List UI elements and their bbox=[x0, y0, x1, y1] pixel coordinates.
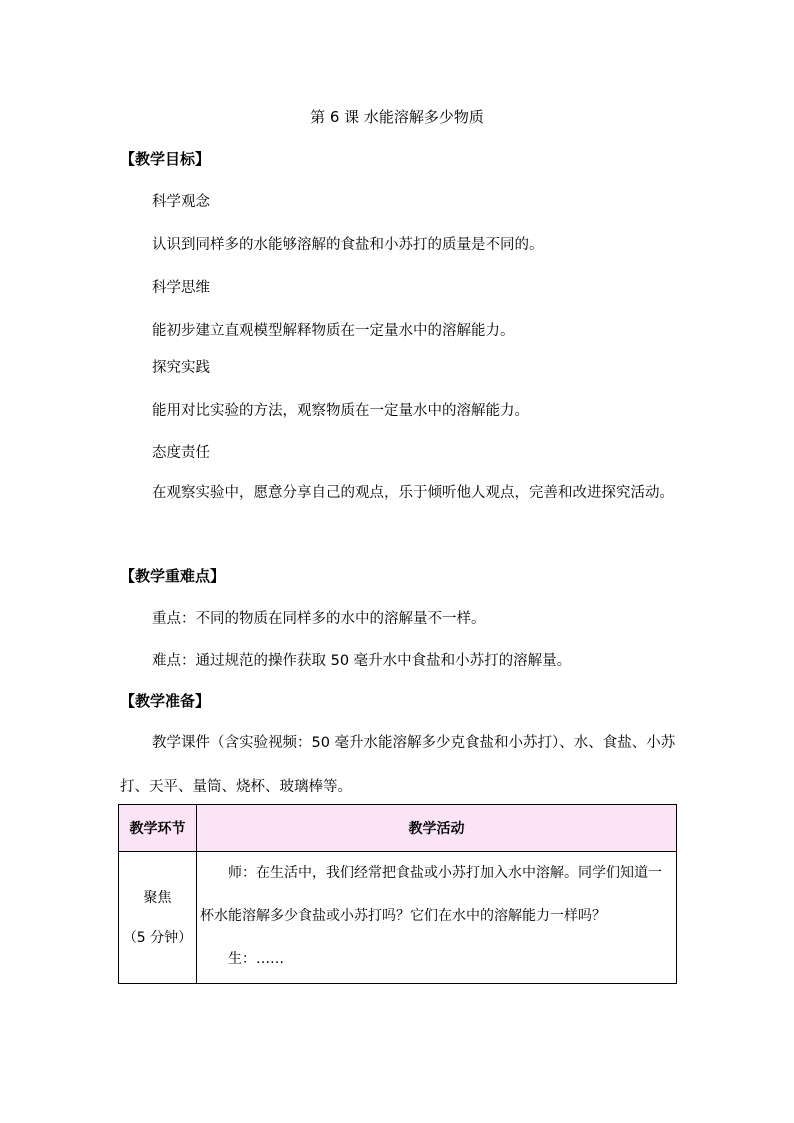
table-header-row bbox=[119, 805, 677, 852]
stage-name: 聚焦 bbox=[143, 889, 172, 906]
stage-time: （5 分钟） bbox=[122, 929, 193, 946]
activity-cell bbox=[197, 852, 677, 984]
teacher-text: 师：在生活中，我们经常把食盐或小苏打加入水中溶解。同学们知道一杯水能溶解多少食盐或小苏打吗？它们在水中的溶解能力一样吗？ bbox=[200, 865, 662, 924]
science-thinking-text: 能初步建立直观模型解释物质在一定量水中的溶解能力。 bbox=[152, 323, 515, 339]
science-concept-text: 认识到同样多的水能够溶解的食盐和小苏打的质量是不同的。 bbox=[152, 237, 544, 253]
science-thinking-label: 科学思维 bbox=[152, 280, 210, 296]
table-row bbox=[119, 852, 677, 984]
objectives-heading: 【教学目标】 bbox=[120, 150, 211, 168]
difficult-point-text: 难点：通过规范的操作获取 50 毫升水中食盐和小苏打的溶解量。 bbox=[152, 653, 572, 669]
student-text: 生：…… bbox=[228, 951, 284, 967]
attitude-label: 态度责任 bbox=[152, 445, 210, 461]
key-points-heading: 【教学重难点】 bbox=[120, 567, 226, 585]
preparation-heading: 【教学准备】 bbox=[120, 692, 211, 710]
lesson-activity-table bbox=[118, 804, 677, 984]
inquiry-label: 探究实践 bbox=[152, 360, 210, 376]
preparation-text: 教学课件（含实验视频：50 毫升水能溶解多少克食盐和小苏打）、水、食盐、小苏打、天平、量筒、烧杯、玻璃棒等。 bbox=[120, 735, 676, 795]
key-point-text: 重点：不同的物质在同样多的水中的溶解量不一样。 bbox=[152, 611, 486, 627]
header-activity: 教学活动 bbox=[197, 805, 677, 852]
science-concept-label: 科学观念 bbox=[152, 194, 210, 210]
inquiry-text: 能用对比实验的方法，观察物质在一定量水中的溶解能力。 bbox=[152, 403, 529, 419]
attitude-text: 在观察实验中，愿意分享自己的观点，乐于倾听他人观点，完善和改进探究活动。 bbox=[152, 485, 674, 501]
header-stage: 教学环节 bbox=[119, 805, 197, 852]
stage-cell bbox=[119, 852, 197, 984]
lesson-title: 第 6 课 水能溶解多少物质 bbox=[310, 108, 484, 126]
